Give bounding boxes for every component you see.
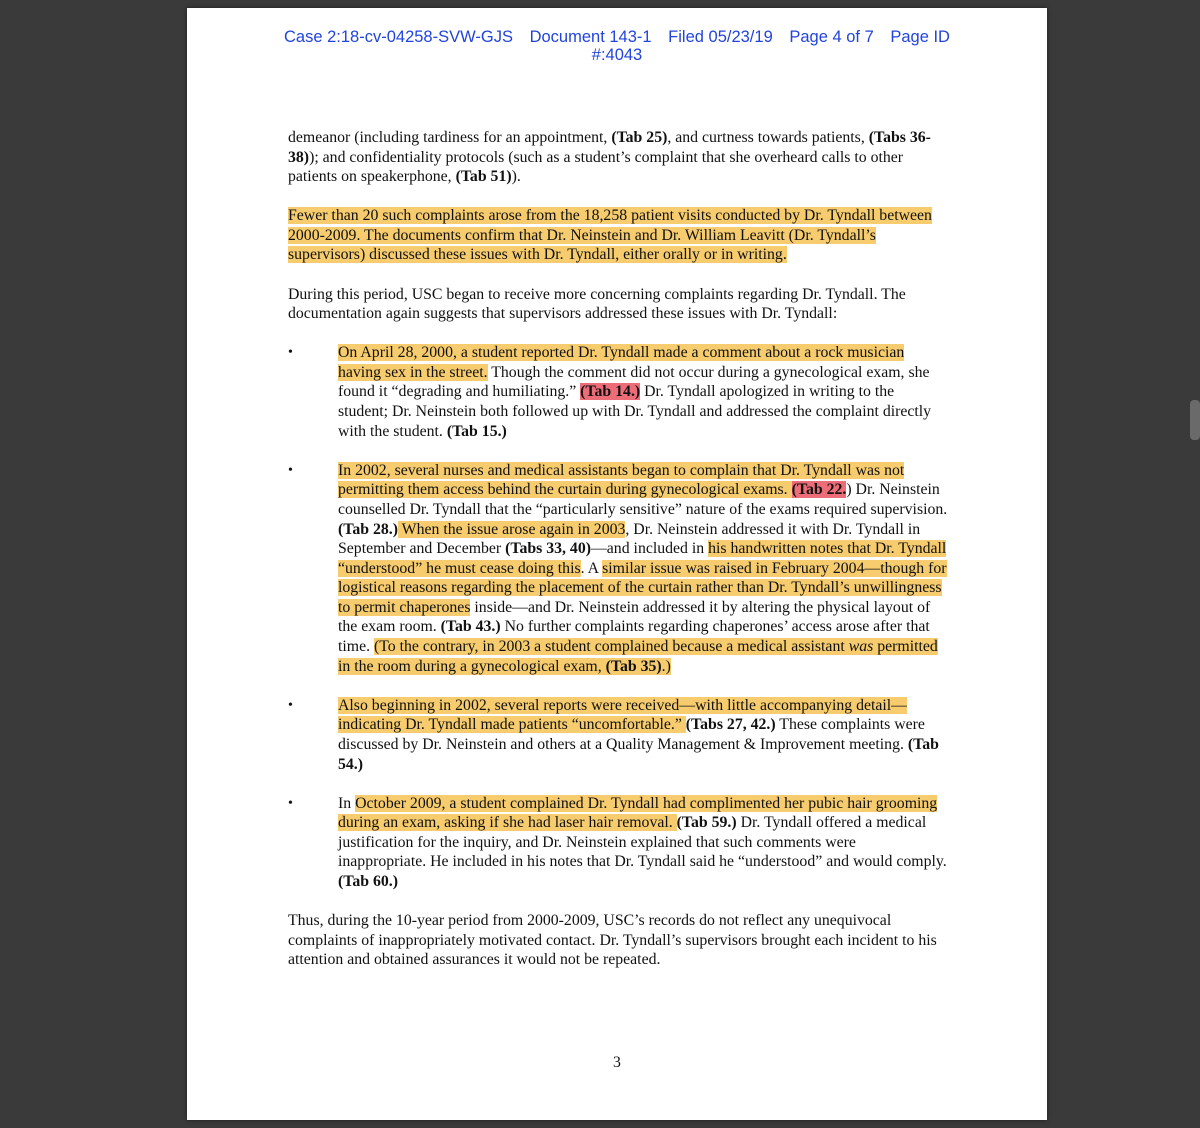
text: ) Dr. Neinstein counselled Dr. Tyndall that the “particularly sensitive” nature of the exams required supervision. [338,481,948,518]
tab-reference: (Tab 35) [605,657,662,675]
highlighted-text: (To the contrary, in 2003 a student complained because a medical assistant [373,638,849,656]
highlighted-text: When the issue arose again in 2003 [398,520,626,538]
text: Dr. Tyndall apologized in writing to the student; Dr. Neinstein both followed up with Dr. Tyndall and addressed the complaint directly with the student. [338,383,932,440]
list-item [288,696,948,774]
document-number: Document 143-1 [529,28,652,46]
tab-reference: (Tabs 36-38) [288,129,931,166]
court-filing-header [187,28,1047,64]
tab-reference: (Tab 25) [611,129,668,146]
list-item [288,461,948,677]
highlighted-text: similar issue was raised in February 2004—though for logistical reasons regarding the placement of the curtain rather than Dr. Tyndall’s unwillingness to permit chaperones [338,559,947,616]
tab-reference: (Tab 15.) [446,422,507,440]
highlighted-text: In 2002, several nurses and medical assistants began to complain that Dr. Tyndall was not permitting them access behind the curtain during gynecological exams. [338,461,905,499]
bullet-icon: • [288,697,293,713]
highlighted-text: October 2009, a student complained Dr. Tyndall had complimented her pubic hair grooming during an exam, asking if she had laser hair removal. [338,794,938,832]
scrollbar-thumb[interactable] [1190,400,1200,440]
highlighted-italic-text: was [848,638,874,656]
text: ). [511,168,521,186]
text: demeanor (including tardiness for an appointment, [288,129,612,146]
tab-reference: (Tab 14.) [580,383,641,401]
bullet-icon: • [288,345,293,361]
text: , Dr. Neinstein addressed it with Dr. Tyndall in September and December [338,520,921,558]
paragraph-demeanor [288,128,948,187]
tab-reference: (Tab 54.) [338,735,939,773]
complaint-list [288,343,948,891]
text: Though the comment did not occur during a gynecological exam, she found it “degrading and humiliating.” [338,363,930,401]
list-item [288,794,948,892]
tab-reference: (Tab 22. [791,481,847,499]
page-of: Page 4 of 7 [789,28,874,46]
list-item [288,343,948,441]
text: No further complaints regarding chaperones’ access arose after that time. [338,618,930,656]
page-id: #:4043 [591,46,643,64]
highlighted-text: .) [661,657,671,675]
paragraph-fewer-than-20 [288,206,948,265]
highlighted-text: his handwritten notes that Dr. Tyndall “understood” he must cease doing this [338,540,947,577]
tab-reference: (Tab 60.) [338,873,398,890]
document-body [288,128,948,989]
tab-reference: (Tabs 27, 42.) [685,716,776,734]
bullet-icon: • [288,795,293,811]
text: Dr. Tyndall offered a medical justification for the inquiry, and Dr. Neinstein explained that such comments were inappropriate. He included in his notes that Dr. Tyndall said he “understood” and would comply. [338,814,947,871]
highlighted-text: Also beginning in 2002, several reports were received—with little accompanying detail—indicating Dr. Tyndall made patients “uncomfortable.” [338,696,907,734]
paragraph-during-this-period: During this period, USC began to receive more concerning complaints regarding Dr. Tyndall. The documentation again suggests that supervisors addressed these issues with Dr. Tyndall: [288,285,906,323]
text: In [338,794,356,812]
tab-reference: (Tab 43.) [440,618,501,636]
text: . A [580,559,603,577]
highlighted-text: Fewer than 20 such complaints arose from the 18,258 patient visits conducted by Dr. Tyndall between 2000-2009. The documents confirm that Dr. Neinstein and Dr. William Leavitt (Dr. Tyndall’s supervisors) discussed these issues with Dr. Tyndall, either orally or in writing. [288,207,932,264]
tab-reference: (Tab 59.) [676,814,737,832]
case-number: Case 2:18-cv-04258-SVW-GJS [284,28,513,46]
text: , and curtness towards patients, [667,129,869,146]
filed-date: Filed 05/23/19 [668,28,773,46]
tab-reference: (Tab 51) [455,168,512,186]
text: ); and confidentiality protocols (such as a student’s complaint that she overheard calls to other patients on speakerphone, [288,148,904,186]
document-page [187,8,1047,1120]
page-id-label: Page ID [890,28,950,46]
text: These complaints were discussed by Dr. Neinstein and others at a Quality Management & Improvement meeting. [338,716,925,753]
highlighted-text: permitted in the room during a gynecological exam, [338,638,938,675]
text: —and included in [591,540,709,558]
text: inside—and Dr. Neinstein addressed it by altering the physical layout of the exam room. [338,598,931,636]
tab-reference: (Tabs 33, 40) [505,540,591,558]
page-number: 3 [613,1054,621,1071]
bullet-icon: • [288,462,293,478]
paragraph-conclusion: Thus, during the 10-year period from 2000-2009, USC’s records do not reflect any unequivocal complaints of inappropriately motivated contact. Dr. Tyndall’s supervisors brought each incident to his attention and obtained assurances it would not be repeated. [288,912,937,969]
tab-reference: (Tab 28.) [338,520,398,538]
highlighted-text: On April 28, 2000, a student reported Dr. Tyndall made a comment about a rock musician having sex in the street. [338,344,905,381]
